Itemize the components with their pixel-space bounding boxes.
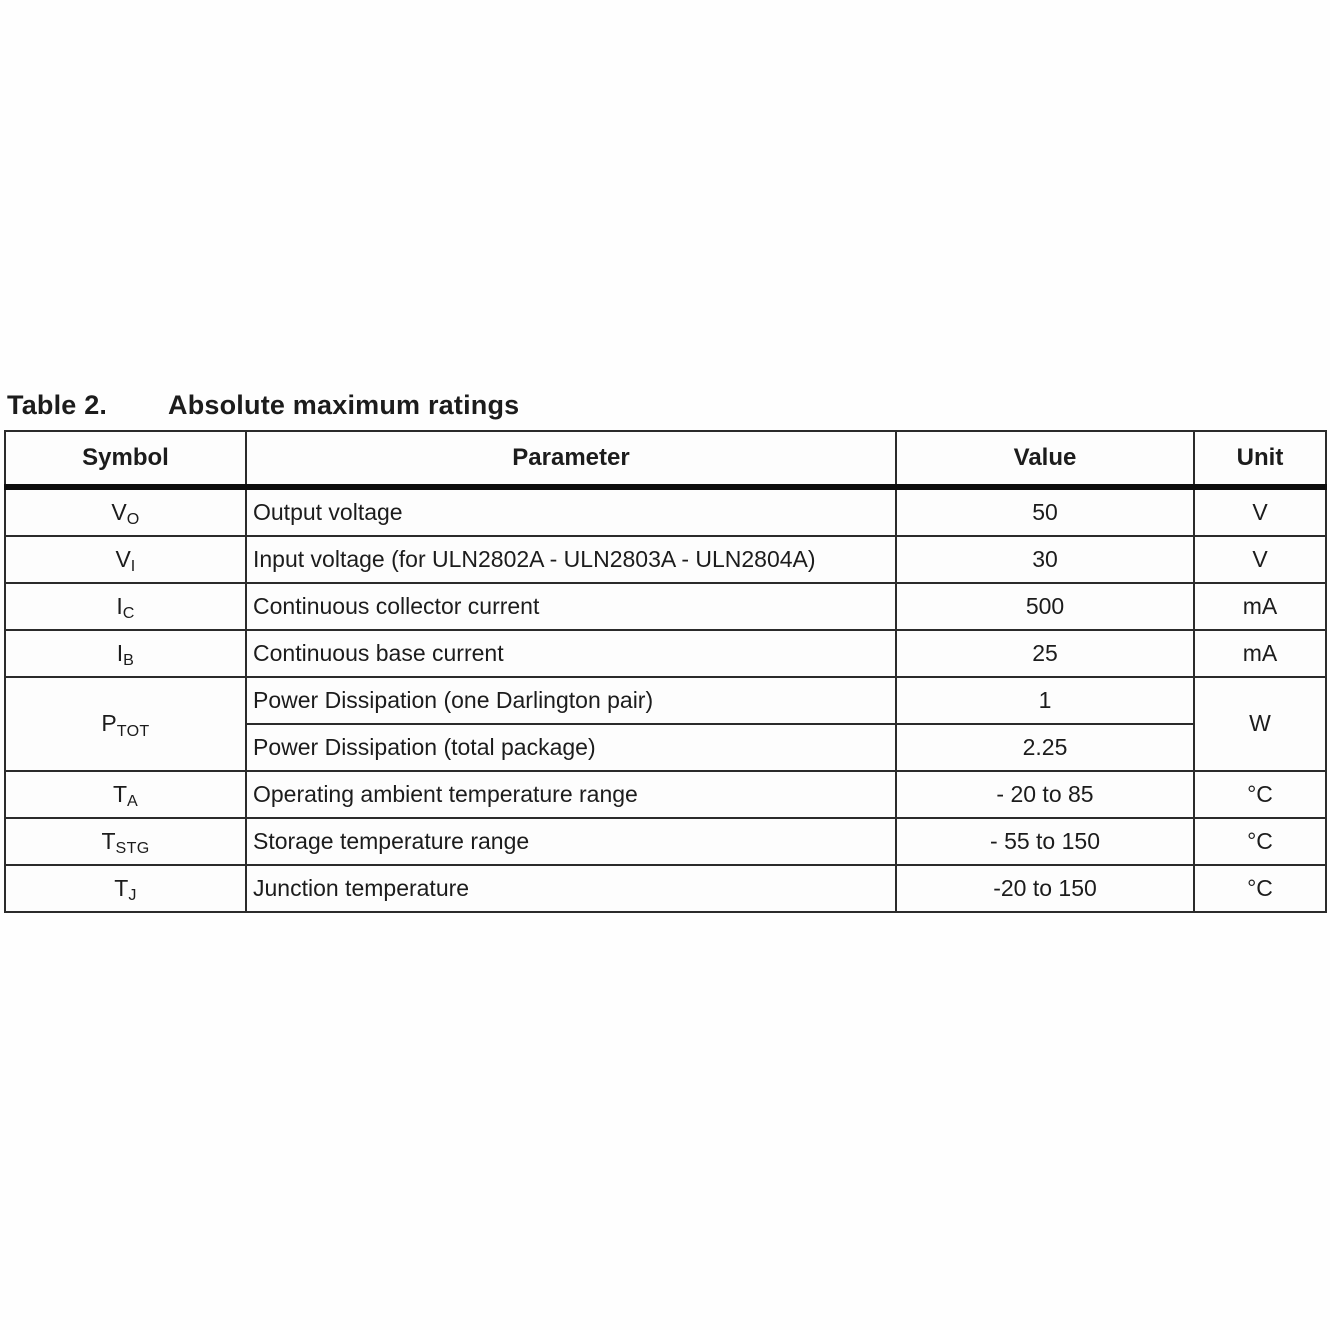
- value-cell: 1: [896, 677, 1194, 724]
- symbol-base: T: [112, 780, 127, 807]
- header-value: Value: [896, 431, 1194, 487]
- symbol-subscript: B: [123, 651, 135, 670]
- symbol-base: T: [101, 827, 116, 854]
- table-row-ib: [5, 630, 1326, 677]
- value-cell: 50: [896, 487, 1194, 536]
- table-row-tj: [5, 865, 1326, 912]
- parameter-cell: Power Dissipation (one Darlington pair): [246, 677, 896, 724]
- parameter-cell: Input voltage (for ULN2802A - ULN2803A - ULN2804A): [246, 536, 896, 583]
- parameter-cell: Output voltage: [246, 487, 896, 536]
- unit-cell: mA: [1194, 630, 1326, 677]
- unit-cell: °C: [1194, 865, 1326, 912]
- symbol-subscript: TOT: [116, 721, 150, 740]
- parameter-cell: Power Dissipation (total package): [246, 724, 896, 771]
- table-caption: [7, 390, 519, 421]
- symbol-cell: [5, 583, 246, 630]
- symbol-subscript: C: [122, 604, 135, 623]
- header-symbol: Symbol: [5, 431, 246, 487]
- value-cell: - 55 to 150: [896, 818, 1194, 865]
- table-row-ta: [5, 771, 1326, 818]
- table-row-vo: [5, 487, 1326, 536]
- table-row-ic: [5, 583, 1326, 630]
- table-body: [5, 487, 1326, 912]
- absolute-maximum-ratings-table: [4, 430, 1327, 913]
- table-row-vi: [5, 536, 1326, 583]
- parameter-cell: Operating ambient temperature range: [246, 771, 896, 818]
- symbol-cell: [5, 865, 246, 912]
- symbol-cell: [5, 818, 246, 865]
- unit-cell: V: [1194, 487, 1326, 536]
- unit-cell: V: [1194, 536, 1326, 583]
- parameter-cell: Junction temperature: [246, 865, 896, 912]
- symbol-cell: [5, 536, 246, 583]
- symbol-base: V: [111, 498, 127, 525]
- symbol-subscript: J: [128, 886, 137, 905]
- symbol-cell: [5, 630, 246, 677]
- value-cell: -20 to 150: [896, 865, 1194, 912]
- value-cell: 500: [896, 583, 1194, 630]
- unit-cell: mA: [1194, 583, 1326, 630]
- symbol-base: T: [114, 874, 129, 901]
- symbol-cell: [5, 487, 246, 536]
- symbol-base: I: [116, 592, 123, 619]
- unit-cell: W: [1194, 677, 1326, 771]
- table-row-tstg: [5, 818, 1326, 865]
- value-cell: - 20 to 85: [896, 771, 1194, 818]
- symbol-subscript: O: [126, 510, 140, 529]
- value-cell: 2.25: [896, 724, 1194, 771]
- header-unit: Unit: [1194, 431, 1326, 487]
- table-caption-title: Absolute maximum ratings: [168, 390, 520, 420]
- unit-cell: °C: [1194, 771, 1326, 818]
- table-row-ptot-1: [5, 677, 1326, 724]
- header-parameter: Parameter: [246, 431, 896, 487]
- symbol-subscript: A: [127, 792, 139, 811]
- parameter-cell: Storage temperature range: [246, 818, 896, 865]
- symbol-cell: [5, 771, 246, 818]
- symbol-base: P: [101, 710, 117, 737]
- value-cell: 25: [896, 630, 1194, 677]
- symbol-base: V: [115, 545, 131, 572]
- table-header: [5, 431, 1326, 487]
- parameter-cell: Continuous base current: [246, 630, 896, 677]
- unit-cell: °C: [1194, 818, 1326, 865]
- symbol-subscript: STG: [115, 839, 150, 858]
- header-row: [5, 431, 1326, 487]
- table-caption-label: Table 2.: [7, 390, 108, 420]
- symbol-subscript: I: [130, 557, 136, 576]
- parameter-cell: Continuous collector current: [246, 583, 896, 630]
- symbol-cell: [5, 677, 246, 771]
- symbol-base: I: [116, 639, 124, 666]
- value-cell: 30: [896, 536, 1194, 583]
